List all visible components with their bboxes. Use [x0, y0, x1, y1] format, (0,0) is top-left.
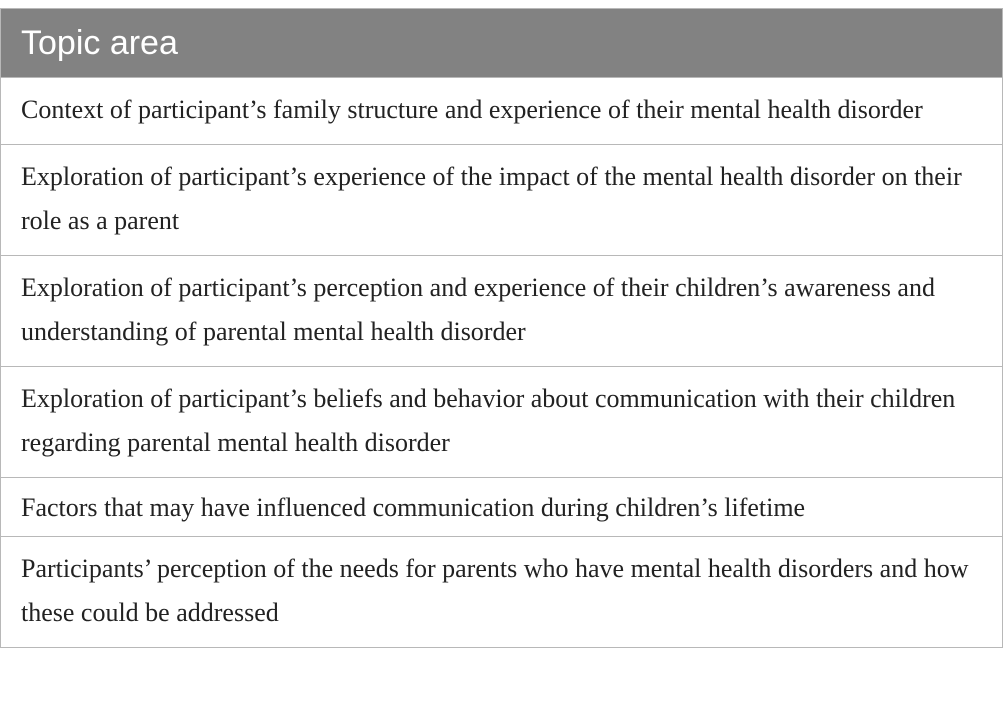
topic-area-table [0, 8, 1003, 648]
table-row: Factors that may have influenced communication during children’s lifetime [1, 477, 1002, 536]
table-header: Topic area [1, 9, 1002, 77]
table-row: Exploration of participant’s perception and experience of their children’s awareness and understanding of parental mental health disorder [1, 255, 1002, 366]
table-row: Exploration of participant’s beliefs and behavior about communication with their children regarding parental mental health disorder [1, 366, 1002, 477]
table-row: Context of participant’s family structure and experience of their mental health disorder [1, 77, 1002, 144]
table-row: Participants’ perception of the needs for parents who have mental health disorders and how these could be addressed [1, 536, 1002, 647]
table-row: Exploration of participant’s experience of the impact of the mental health disorder on their role as a parent [1, 144, 1002, 255]
